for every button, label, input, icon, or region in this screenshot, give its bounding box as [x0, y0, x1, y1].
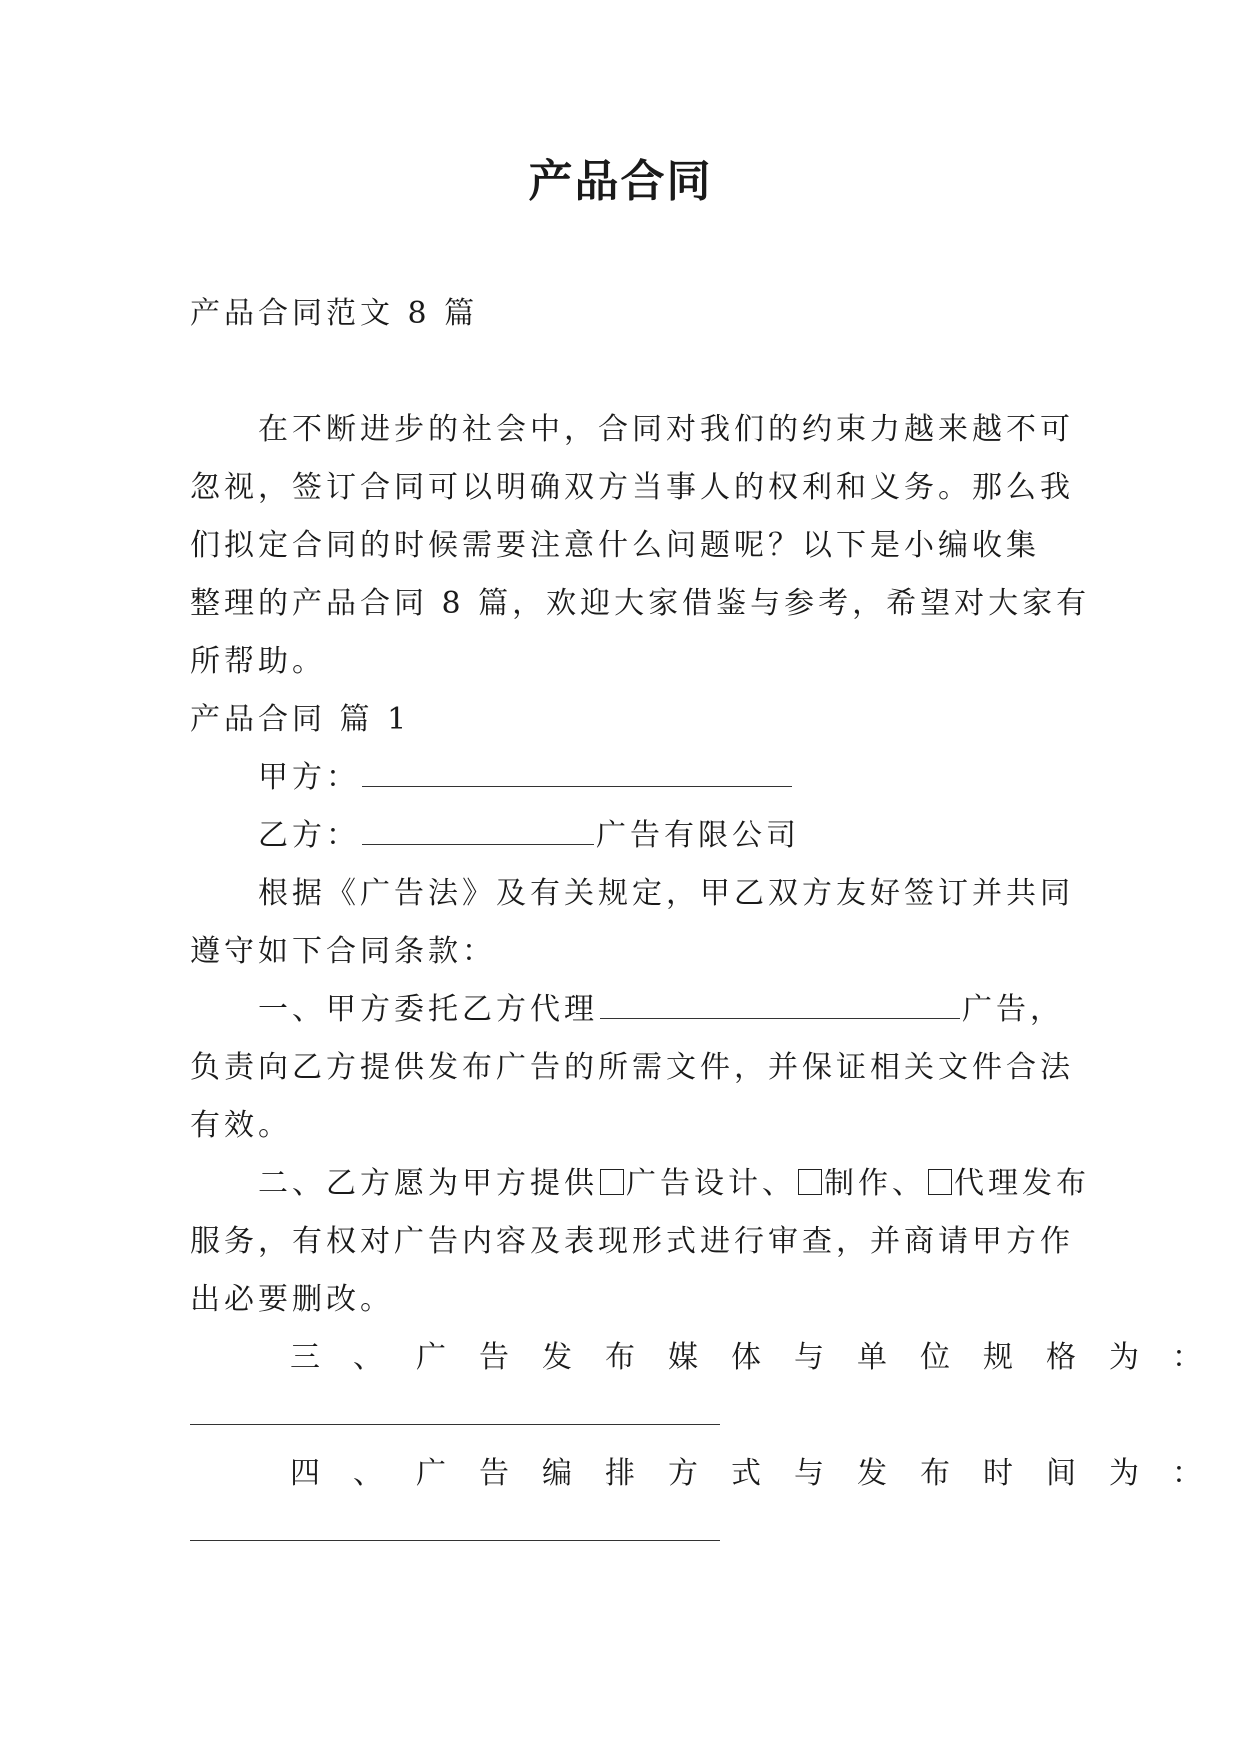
checkbox-design [600, 1169, 624, 1195]
clause2-part-1: 二、乙方愿为甲方提供 [258, 1166, 598, 1201]
clause2-line [258, 1162, 1090, 1206]
checkbox-agency [928, 1169, 952, 1195]
party-b-line [258, 814, 800, 858]
clause2-part-2: 广告设计、 [626, 1166, 796, 1201]
clause2-rest-1: 服务，有权对广告内容及表现形式进行审查，并商请甲方作 [190, 1224, 1074, 1259]
page-title: 产品合同 [528, 156, 713, 207]
clause4-blank [190, 1540, 720, 1541]
subtitle: 产品合同范文 8 篇 [190, 296, 479, 331]
clause3-heading: 三、广告发布媒体与单位规格为： [290, 1340, 1235, 1375]
party-b-label: 乙方： [258, 818, 360, 853]
checkbox-production [798, 1169, 822, 1195]
party-b-suffix: 广告有限公司 [596, 818, 800, 853]
clause2-part-4: 代理发布 [954, 1166, 1090, 1201]
clause1-suffix: 广告， [962, 992, 1064, 1027]
clause1-blank [600, 988, 960, 1019]
party-a-line [258, 756, 794, 800]
intro-line-5: 所帮助。 [190, 644, 326, 679]
clause1-line [258, 988, 1064, 1032]
intro-line-4: 整理的产品合同 8 篇，欢迎大家借鉴与参考，希望对大家有 [190, 586, 1091, 621]
intro-line-2: 忽视，签订合同可以明确双方当事人的权利和义务。那么我 [190, 470, 1074, 505]
clause4-heading: 四、广告编排方式与发布时间为： [290, 1456, 1235, 1491]
clause2-part-3: 制作、 [824, 1166, 926, 1201]
clause3-blank [190, 1424, 720, 1425]
clause1-rest-1: 负责向乙方提供发布广告的所需文件，并保证相关文件合法 [190, 1050, 1074, 1085]
intro-line-3: 们拟定合同的时候需要注意什么问题呢？以下是小编收集 [190, 528, 1040, 563]
party-a-blank [362, 756, 792, 787]
intro-line-1: 在不断进步的社会中，合同对我们的约束力越来越不可 [258, 412, 1074, 447]
section-heading: 产品合同 篇 1 [190, 702, 411, 737]
clause1-rest-2: 有效。 [190, 1108, 292, 1143]
basis-line-2: 遵守如下合同条款： [190, 934, 496, 969]
party-b-blank [362, 814, 594, 845]
clause1-prefix: 一、甲方委托乙方代理 [258, 992, 598, 1027]
clause2-rest-2: 出必要删改。 [190, 1282, 394, 1317]
party-a-label: 甲方： [258, 760, 360, 795]
basis-line-1: 根据《广告法》及有关规定，甲乙双方友好签订并共同 [258, 876, 1074, 911]
